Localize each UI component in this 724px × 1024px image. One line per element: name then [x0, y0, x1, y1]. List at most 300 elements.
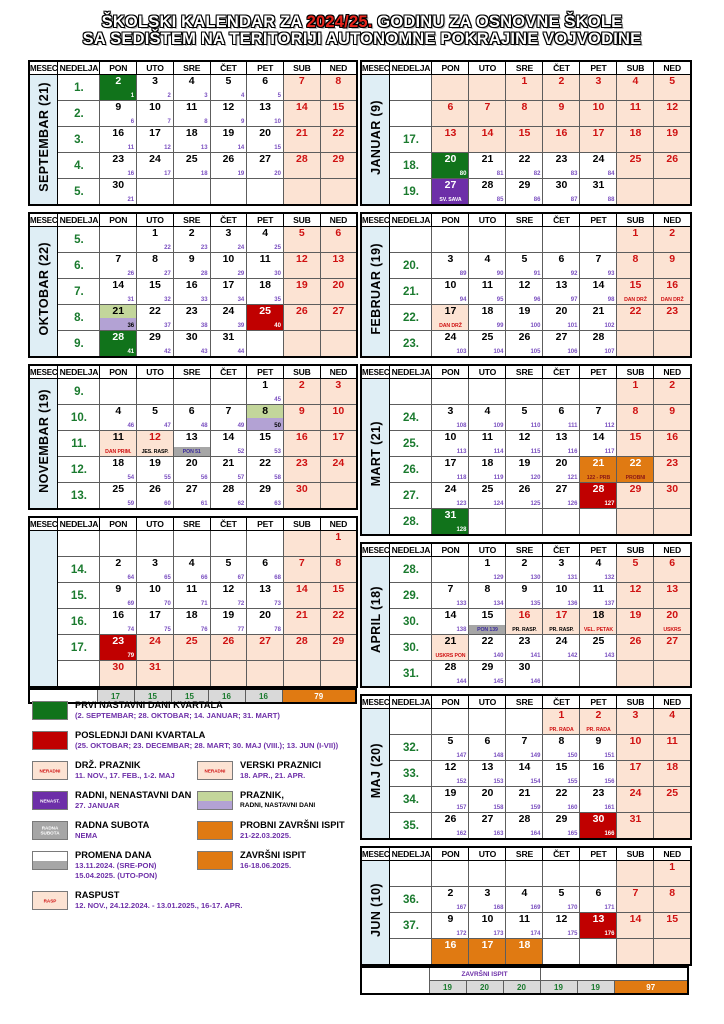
day-cell[interactable] — [654, 861, 691, 887]
day-cell[interactable] — [617, 887, 654, 913]
day-cell[interactable] — [283, 531, 320, 557]
day-cell[interactable] — [617, 635, 654, 661]
day-cell[interactable] — [580, 609, 617, 635]
day-cell[interactable] — [210, 305, 247, 331]
day-cell[interactable] — [173, 75, 210, 101]
day-cell[interactable] — [100, 127, 137, 153]
day-cell[interactable] — [432, 861, 469, 887]
day-cell[interactable] — [283, 153, 320, 179]
day-cell[interactable] — [617, 709, 654, 735]
day-cell[interactable] — [654, 101, 691, 127]
day-cell[interactable] — [100, 483, 137, 510]
day-cell[interactable] — [432, 913, 469, 939]
day-cell[interactable] — [543, 787, 580, 813]
day-cell[interactable] — [432, 609, 469, 635]
day-cell[interactable] — [320, 405, 357, 431]
day-cell[interactable] — [432, 127, 469, 153]
day-cell[interactable] — [100, 75, 137, 101]
day-cell[interactable] — [469, 179, 506, 206]
day-cell[interactable] — [247, 609, 284, 635]
day-cell[interactable] — [173, 253, 210, 279]
day-cell[interactable] — [543, 253, 580, 279]
day-cell[interactable] — [247, 153, 284, 179]
day-cell[interactable] — [617, 609, 654, 635]
day-cell[interactable] — [137, 75, 174, 101]
day-cell[interactable] — [100, 101, 137, 127]
day-cell[interactable] — [283, 557, 320, 583]
day-cell[interactable] — [283, 75, 320, 101]
day-cell[interactable] — [210, 483, 247, 510]
day-cell[interactable] — [432, 279, 469, 305]
day-cell[interactable] — [320, 557, 357, 583]
day-cell[interactable] — [432, 101, 469, 127]
day-cell[interactable] — [137, 179, 174, 206]
day-cell[interactable] — [580, 331, 617, 358]
day-cell[interactable] — [654, 405, 691, 431]
day-cell[interactable] — [654, 331, 691, 358]
day-cell[interactable] — [210, 101, 247, 127]
day-cell[interactable] — [654, 153, 691, 179]
day-cell[interactable] — [469, 635, 506, 661]
day-cell[interactable] — [137, 279, 174, 305]
day-cell[interactable] — [543, 457, 580, 483]
day-cell[interactable] — [320, 531, 357, 557]
day-cell[interactable] — [617, 431, 654, 457]
day-cell[interactable] — [580, 253, 617, 279]
day-cell[interactable] — [100, 557, 137, 583]
day-cell[interactable] — [283, 279, 320, 305]
day-cell[interactable] — [432, 887, 469, 913]
day-cell[interactable] — [469, 913, 506, 939]
day-cell[interactable] — [617, 331, 654, 358]
day-cell[interactable] — [283, 405, 320, 431]
day-cell[interactable] — [283, 635, 320, 661]
day-cell[interactable] — [506, 583, 543, 609]
day-cell[interactable] — [506, 557, 543, 583]
day-cell[interactable] — [247, 75, 284, 101]
day-cell[interactable] — [654, 227, 691, 253]
day-cell[interactable] — [543, 861, 580, 887]
day-cell[interactable] — [320, 431, 357, 457]
day-cell[interactable] — [654, 279, 691, 305]
day-cell[interactable] — [173, 431, 210, 457]
day-cell[interactable] — [320, 305, 357, 331]
day-cell[interactable] — [580, 379, 617, 405]
day-cell[interactable] — [543, 887, 580, 913]
day-cell[interactable] — [580, 661, 617, 688]
day-cell[interactable] — [543, 101, 580, 127]
day-cell[interactable] — [247, 305, 284, 331]
day-cell[interactable] — [654, 913, 691, 939]
day-cell[interactable] — [506, 405, 543, 431]
day-cell[interactable] — [543, 709, 580, 735]
day-cell[interactable] — [654, 709, 691, 735]
day-cell[interactable] — [469, 509, 506, 536]
day-cell[interactable] — [173, 405, 210, 431]
day-cell[interactable] — [432, 253, 469, 279]
day-cell[interactable] — [506, 153, 543, 179]
day-cell[interactable] — [320, 101, 357, 127]
day-cell[interactable] — [432, 305, 469, 331]
day-cell[interactable] — [654, 305, 691, 331]
day-cell[interactable] — [173, 279, 210, 305]
day-cell[interactable] — [654, 887, 691, 913]
day-cell[interactable] — [469, 457, 506, 483]
day-cell[interactable] — [432, 457, 469, 483]
day-cell[interactable] — [469, 583, 506, 609]
day-cell[interactable] — [580, 127, 617, 153]
day-cell[interactable] — [320, 379, 357, 405]
day-cell[interactable] — [283, 609, 320, 635]
day-cell[interactable] — [247, 405, 284, 431]
day-cell[interactable] — [210, 379, 247, 405]
day-cell[interactable] — [283, 179, 320, 206]
day-cell[interactable] — [100, 583, 137, 609]
day-cell[interactable] — [654, 127, 691, 153]
day-cell[interactable] — [283, 583, 320, 609]
day-cell[interactable] — [210, 253, 247, 279]
day-cell[interactable] — [543, 227, 580, 253]
day-cell[interactable] — [506, 227, 543, 253]
day-cell[interactable] — [432, 75, 469, 101]
day-cell[interactable] — [247, 279, 284, 305]
day-cell[interactable] — [580, 861, 617, 887]
day-cell[interactable] — [100, 457, 137, 483]
day-cell[interactable] — [432, 709, 469, 735]
day-cell[interactable] — [580, 509, 617, 536]
day-cell[interactable] — [617, 861, 654, 887]
day-cell[interactable] — [173, 661, 210, 688]
day-cell[interactable] — [617, 939, 654, 966]
day-cell[interactable] — [580, 635, 617, 661]
day-cell[interactable] — [543, 331, 580, 358]
day-cell[interactable] — [654, 735, 691, 761]
day-cell[interactable] — [100, 431, 137, 457]
day-cell[interactable] — [432, 583, 469, 609]
day-cell[interactable] — [100, 153, 137, 179]
day-cell[interactable] — [506, 813, 543, 840]
day-cell[interactable] — [543, 939, 580, 966]
day-cell[interactable] — [654, 557, 691, 583]
day-cell[interactable] — [320, 661, 357, 688]
day-cell[interactable] — [320, 179, 357, 206]
day-cell[interactable] — [283, 101, 320, 127]
day-cell[interactable] — [100, 331, 137, 358]
day-cell[interactable] — [247, 379, 284, 405]
day-cell[interactable] — [654, 661, 691, 688]
day-cell[interactable] — [469, 787, 506, 813]
day-cell[interactable] — [469, 609, 506, 635]
day-cell[interactable] — [320, 483, 357, 510]
day-cell[interactable] — [506, 379, 543, 405]
day-cell[interactable] — [506, 75, 543, 101]
day-cell[interactable] — [247, 127, 284, 153]
day-cell[interactable] — [543, 813, 580, 840]
day-cell[interactable] — [173, 179, 210, 206]
day-cell[interactable] — [506, 861, 543, 887]
day-cell[interactable] — [617, 509, 654, 536]
day-cell[interactable] — [247, 101, 284, 127]
day-cell[interactable] — [654, 379, 691, 405]
day-cell[interactable] — [137, 583, 174, 609]
day-cell[interactable] — [320, 127, 357, 153]
day-cell[interactable] — [506, 279, 543, 305]
day-cell[interactable] — [173, 127, 210, 153]
day-cell[interactable] — [173, 609, 210, 635]
day-cell[interactable] — [469, 379, 506, 405]
day-cell[interactable] — [654, 253, 691, 279]
day-cell[interactable] — [320, 153, 357, 179]
day-cell[interactable] — [283, 483, 320, 510]
day-cell[interactable] — [247, 331, 284, 358]
day-cell[interactable] — [432, 331, 469, 358]
day-cell[interactable] — [320, 227, 357, 253]
day-cell[interactable] — [100, 227, 137, 253]
day-cell[interactable] — [506, 635, 543, 661]
day-cell[interactable] — [210, 431, 247, 457]
day-cell[interactable] — [580, 483, 617, 509]
day-cell[interactable] — [173, 153, 210, 179]
day-cell[interactable] — [617, 405, 654, 431]
day-cell[interactable] — [654, 635, 691, 661]
day-cell[interactable] — [469, 227, 506, 253]
day-cell[interactable] — [617, 813, 654, 840]
day-cell[interactable] — [617, 75, 654, 101]
day-cell[interactable] — [210, 557, 247, 583]
day-cell[interactable] — [580, 735, 617, 761]
day-cell[interactable] — [506, 305, 543, 331]
day-cell[interactable] — [654, 431, 691, 457]
day-cell[interactable] — [137, 457, 174, 483]
day-cell[interactable] — [432, 179, 469, 206]
day-cell[interactable] — [580, 431, 617, 457]
day-cell[interactable] — [283, 227, 320, 253]
day-cell[interactable] — [543, 279, 580, 305]
day-cell[interactable] — [137, 227, 174, 253]
day-cell[interactable] — [654, 483, 691, 509]
day-cell[interactable] — [100, 531, 137, 557]
day-cell[interactable] — [580, 101, 617, 127]
day-cell[interactable] — [137, 127, 174, 153]
day-cell[interactable] — [580, 457, 617, 483]
day-cell[interactable] — [506, 179, 543, 206]
day-cell[interactable] — [100, 635, 137, 661]
day-cell[interactable] — [320, 635, 357, 661]
day-cell[interactable] — [137, 305, 174, 331]
day-cell[interactable] — [137, 331, 174, 358]
day-cell[interactable] — [580, 557, 617, 583]
day-cell[interactable] — [617, 279, 654, 305]
day-cell[interactable] — [543, 609, 580, 635]
day-cell[interactable] — [210, 661, 247, 688]
day-cell[interactable] — [432, 761, 469, 787]
day-cell[interactable] — [100, 609, 137, 635]
day-cell[interactable] — [580, 405, 617, 431]
day-cell[interactable] — [210, 583, 247, 609]
day-cell[interactable] — [469, 405, 506, 431]
day-cell[interactable] — [580, 761, 617, 787]
day-cell[interactable] — [100, 379, 137, 405]
day-cell[interactable] — [210, 405, 247, 431]
day-cell[interactable] — [283, 253, 320, 279]
day-cell[interactable] — [469, 661, 506, 688]
day-cell[interactable] — [543, 913, 580, 939]
day-cell[interactable] — [137, 531, 174, 557]
day-cell[interactable] — [100, 253, 137, 279]
day-cell[interactable] — [283, 127, 320, 153]
day-cell[interactable] — [283, 331, 320, 358]
day-cell[interactable] — [210, 635, 247, 661]
day-cell[interactable] — [617, 661, 654, 688]
day-cell[interactable] — [543, 635, 580, 661]
day-cell[interactable] — [210, 279, 247, 305]
day-cell[interactable] — [543, 557, 580, 583]
day-cell[interactable] — [469, 153, 506, 179]
day-cell[interactable] — [432, 483, 469, 509]
day-cell[interactable] — [173, 331, 210, 358]
day-cell[interactable] — [320, 253, 357, 279]
day-cell[interactable] — [173, 531, 210, 557]
day-cell[interactable] — [247, 661, 284, 688]
day-cell[interactable] — [173, 457, 210, 483]
day-cell[interactable] — [320, 331, 357, 358]
day-cell[interactable] — [469, 101, 506, 127]
day-cell[interactable] — [580, 709, 617, 735]
day-cell[interactable] — [469, 431, 506, 457]
day-cell[interactable] — [617, 253, 654, 279]
day-cell[interactable] — [137, 379, 174, 405]
day-cell[interactable] — [100, 405, 137, 431]
day-cell[interactable] — [543, 379, 580, 405]
day-cell[interactable] — [173, 635, 210, 661]
day-cell[interactable] — [580, 913, 617, 939]
day-cell[interactable] — [543, 509, 580, 536]
day-cell[interactable] — [173, 557, 210, 583]
day-cell[interactable] — [617, 153, 654, 179]
day-cell[interactable] — [580, 813, 617, 840]
day-cell[interactable] — [210, 227, 247, 253]
day-cell[interactable] — [320, 609, 357, 635]
day-cell[interactable] — [173, 305, 210, 331]
day-cell[interactable] — [432, 153, 469, 179]
day-cell[interactable] — [210, 609, 247, 635]
day-cell[interactable] — [543, 735, 580, 761]
day-cell[interactable] — [654, 939, 691, 966]
day-cell[interactable] — [506, 913, 543, 939]
day-cell[interactable] — [137, 661, 174, 688]
day-cell[interactable] — [506, 127, 543, 153]
day-cell[interactable] — [432, 405, 469, 431]
day-cell[interactable] — [543, 583, 580, 609]
day-cell[interactable] — [210, 531, 247, 557]
day-cell[interactable] — [432, 379, 469, 405]
day-cell[interactable] — [506, 331, 543, 358]
day-cell[interactable] — [506, 661, 543, 688]
day-cell[interactable] — [506, 509, 543, 536]
day-cell[interactable] — [543, 761, 580, 787]
day-cell[interactable] — [137, 101, 174, 127]
day-cell[interactable] — [432, 735, 469, 761]
day-cell[interactable] — [283, 457, 320, 483]
day-cell[interactable] — [654, 761, 691, 787]
day-cell[interactable] — [247, 557, 284, 583]
day-cell[interactable] — [469, 887, 506, 913]
day-cell[interactable] — [469, 253, 506, 279]
day-cell[interactable] — [247, 531, 284, 557]
day-cell[interactable] — [247, 431, 284, 457]
day-cell[interactable] — [617, 127, 654, 153]
day-cell[interactable] — [617, 735, 654, 761]
day-cell[interactable] — [506, 761, 543, 787]
day-cell[interactable] — [617, 379, 654, 405]
day-cell[interactable] — [173, 379, 210, 405]
day-cell[interactable] — [210, 75, 247, 101]
day-cell[interactable] — [432, 661, 469, 688]
day-cell[interactable] — [580, 153, 617, 179]
day-cell[interactable] — [580, 939, 617, 966]
day-cell[interactable] — [469, 557, 506, 583]
day-cell[interactable] — [173, 483, 210, 510]
day-cell[interactable] — [283, 379, 320, 405]
day-cell[interactable] — [210, 153, 247, 179]
day-cell[interactable] — [469, 305, 506, 331]
day-cell[interactable] — [543, 75, 580, 101]
day-cell[interactable] — [469, 331, 506, 358]
day-cell[interactable] — [247, 483, 284, 510]
day-cell[interactable] — [320, 279, 357, 305]
day-cell[interactable] — [617, 179, 654, 206]
day-cell[interactable] — [617, 457, 654, 483]
day-cell[interactable] — [469, 483, 506, 509]
day-cell[interactable] — [210, 179, 247, 206]
day-cell[interactable] — [506, 787, 543, 813]
day-cell[interactable] — [432, 939, 469, 966]
day-cell[interactable] — [283, 431, 320, 457]
day-cell[interactable] — [469, 761, 506, 787]
day-cell[interactable] — [247, 457, 284, 483]
day-cell[interactable] — [469, 813, 506, 840]
day-cell[interactable] — [654, 609, 691, 635]
day-cell[interactable] — [506, 457, 543, 483]
day-cell[interactable] — [469, 709, 506, 735]
day-cell[interactable] — [506, 101, 543, 127]
day-cell[interactable] — [469, 75, 506, 101]
day-cell[interactable] — [654, 583, 691, 609]
day-cell[interactable] — [137, 153, 174, 179]
day-cell[interactable] — [469, 939, 506, 966]
day-cell[interactable] — [543, 405, 580, 431]
day-cell[interactable] — [543, 661, 580, 688]
day-cell[interactable] — [137, 557, 174, 583]
day-cell[interactable] — [654, 179, 691, 206]
day-cell[interactable] — [247, 253, 284, 279]
day-cell[interactable] — [137, 431, 174, 457]
day-cell[interactable] — [283, 661, 320, 688]
day-cell[interactable] — [100, 661, 137, 688]
day-cell[interactable] — [580, 305, 617, 331]
day-cell[interactable] — [654, 457, 691, 483]
day-cell[interactable] — [506, 887, 543, 913]
day-cell[interactable] — [283, 305, 320, 331]
day-cell[interactable] — [247, 227, 284, 253]
day-cell[interactable] — [654, 787, 691, 813]
day-cell[interactable] — [247, 583, 284, 609]
day-cell[interactable] — [543, 431, 580, 457]
day-cell[interactable] — [617, 227, 654, 253]
day-cell[interactable] — [543, 127, 580, 153]
day-cell[interactable] — [173, 227, 210, 253]
day-cell[interactable] — [580, 227, 617, 253]
